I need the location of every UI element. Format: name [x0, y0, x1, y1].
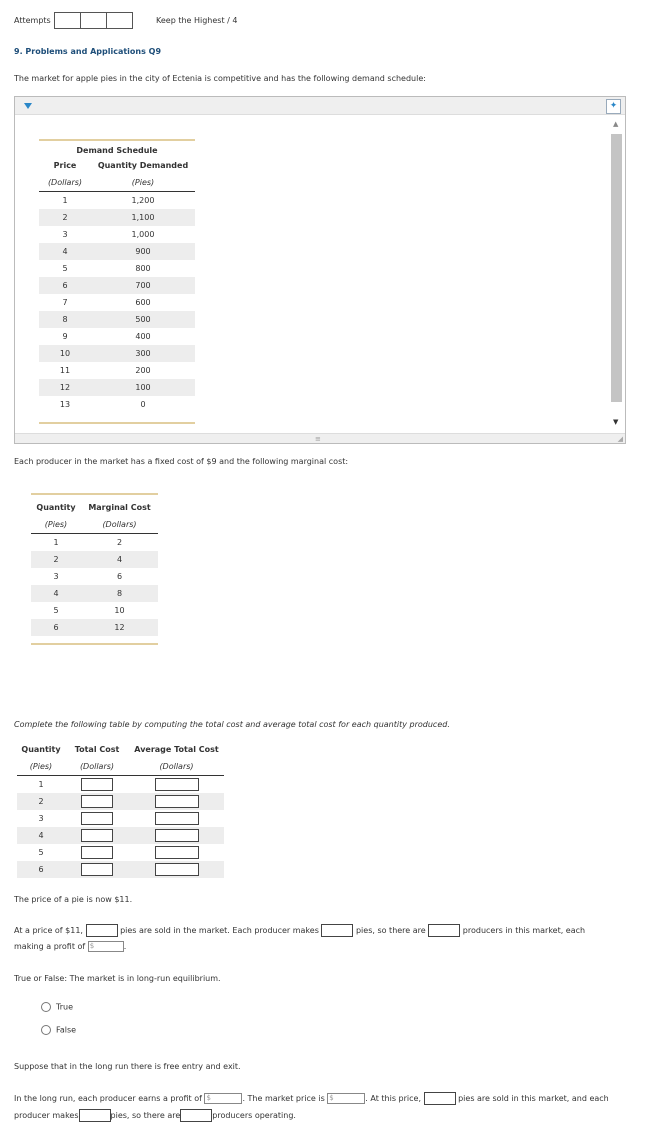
mc-table: [31, 493, 158, 645]
demand-price-cell: 5: [62, 264, 68, 273]
radio-true-label: True: [56, 1002, 73, 1012]
demand-qty-cell: 200: [135, 366, 151, 375]
mc-col-mc: Marginal Cost: [81, 494, 158, 516]
demand-qty-cell: 1,000: [131, 230, 155, 239]
demand-row: [39, 328, 195, 345]
demand-price-cell: 4: [39, 243, 91, 260]
total-cost-input[interactable]: [81, 795, 113, 808]
attempts-row: [14, 12, 133, 29]
question-title: 9. Problems and Applications Q9: [14, 47, 162, 56]
mc-value-cell: 6: [116, 572, 123, 581]
radio-false-label: False: [56, 1025, 77, 1035]
demand-row: [39, 379, 195, 396]
mc-value-cell: 10: [114, 606, 125, 615]
mc-row: [31, 568, 158, 585]
tc-row: [17, 793, 224, 810]
mc-qty-cell: 2: [31, 551, 81, 568]
q2-paragraph: [14, 1090, 644, 1124]
demand-price-cell: 2: [39, 209, 91, 226]
mc-bottom-rule: [31, 636, 158, 644]
pies-sold-input[interactable]: [86, 924, 118, 937]
tf-prompt: True or False: The market is in long-run equilibrium.: [14, 974, 221, 983]
demand-row: [39, 396, 195, 413]
demand-price-cell: 13: [59, 400, 71, 409]
num-producers-input[interactable]: [428, 924, 460, 937]
demand-qty-cell: 600: [135, 298, 151, 307]
demand-price-cell: 11: [59, 366, 71, 375]
tc-col-qty-unit: (Pies): [17, 758, 65, 776]
total-cost-input[interactable]: [81, 778, 113, 791]
demand-qty-cell: 400: [135, 332, 151, 341]
lr-profit-input[interactable]: [204, 1093, 242, 1104]
dollar-sign: $: [329, 1094, 334, 1102]
lr-num-producers-input[interactable]: [180, 1109, 212, 1122]
scroll-down-icon[interactable]: ▼: [613, 418, 619, 426]
q2-text: . The market price is: [242, 1094, 325, 1103]
demand-qty-cell: 300: [91, 345, 195, 362]
demand-col-price-unit: (Dollars): [39, 174, 91, 192]
dollar-sign: $: [89, 942, 95, 950]
demand-row: [39, 209, 195, 226]
q1-text: At a price of $11,: [14, 926, 83, 935]
demand-qty-cell: 100: [91, 379, 195, 396]
atc-cell: [129, 776, 224, 794]
demand-title: Demand Schedule: [39, 140, 195, 157]
mc-qty-cell: 4: [31, 585, 81, 602]
tc-qty-cell: 4: [17, 827, 65, 844]
demand-row: [39, 311, 195, 328]
tc-table: [17, 741, 224, 878]
demand-row: [39, 192, 195, 210]
q1-text: .: [123, 942, 127, 951]
demand-qty-cell: 1,200: [131, 196, 155, 205]
atc-cell: [129, 844, 224, 861]
dollar-sign: $: [206, 1094, 211, 1102]
tc-col-tc-unit: (Dollars): [65, 758, 129, 776]
attempts-label: Attempts: [14, 16, 51, 25]
attempt-box: [106, 12, 133, 29]
tc-col-qty: Quantity: [21, 745, 61, 754]
mc-value-cell: 12: [81, 619, 158, 636]
demand-price-cell: 6: [39, 277, 91, 294]
demand-row: [39, 345, 195, 362]
free-entry-text: Suppose that in the long run there is free entry and exit.: [14, 1062, 241, 1071]
panel-footer: [15, 433, 625, 443]
panel-toolbar: [15, 97, 625, 115]
q2-text: In the long run, each producer earns a profit of: [14, 1094, 202, 1103]
total-cost-input[interactable]: [81, 812, 113, 825]
q1-text: pies are sold in the market. Each producer makes: [120, 926, 319, 935]
price-now-text: The price of a pie is now $11.: [14, 895, 133, 904]
panel-scrollbar[interactable]: [610, 116, 622, 434]
demand-col-price: Price: [53, 161, 77, 170]
intro-text: The market for apple pies in the city of Ectenia is competitive and has the following demand schedule:: [14, 74, 426, 83]
mc-row: [31, 619, 158, 636]
scroll-thumb[interactable]: [611, 134, 622, 402]
demand-price-cell: 8: [39, 311, 91, 328]
tc-cell: [65, 844, 129, 861]
radio-circle-icon[interactable]: [41, 1002, 51, 1012]
attempt-box: [54, 12, 81, 29]
atc-cell: [129, 861, 224, 878]
tc-qty-cell: 6: [17, 861, 65, 878]
q1-text: producers in this market, each: [462, 926, 586, 935]
demand-price-cell: 3: [62, 230, 68, 239]
demand-row: [39, 243, 195, 260]
tc-qty-cell: 5: [38, 848, 44, 857]
demand-qty-cell: 0: [140, 400, 146, 409]
complete-text: Complete the following table by computing the total cost and average total cost for each quantity produced.: [14, 720, 450, 729]
demand-qty-cell: 900: [91, 243, 195, 260]
mc-col-mc-unit: (Dollars): [81, 516, 158, 534]
atc-cell: [129, 810, 224, 827]
total-cost-input[interactable]: [81, 829, 113, 842]
tc-cell: [65, 776, 129, 794]
tc-row: [17, 827, 224, 844]
radio-true[interactable]: [41, 1002, 73, 1012]
demand-price-cell: 9: [62, 332, 68, 341]
tc-row: [17, 776, 224, 794]
demand-price-cell: 12: [39, 379, 91, 396]
mc-qty-cell: 3: [53, 572, 59, 581]
tc-cell: [65, 793, 129, 810]
q2-text: producers operating.: [212, 1111, 296, 1120]
fixed-cost-text: Each producer in the market has a fixed cost of $9 and the following marginal cost:: [14, 457, 349, 466]
atc-cell: [129, 827, 224, 844]
avg-total-cost-input[interactable]: [155, 795, 199, 808]
tc-col-atc-unit: (Dollars): [129, 758, 224, 776]
tc-row: [17, 844, 224, 861]
tc-cell: [65, 810, 129, 827]
demand-qty-cell: 800: [135, 264, 151, 273]
tc-row: [17, 861, 224, 878]
total-cost-input[interactable]: [81, 846, 113, 859]
tc-cell: [65, 861, 129, 878]
mc-qty-cell: 1: [53, 538, 59, 547]
demand-row: [39, 260, 195, 277]
total-cost-input[interactable]: [81, 863, 113, 876]
tc-col-atc: Average Total Cost: [134, 745, 219, 754]
resize-handle-icon[interactable]: ◢: [617, 435, 623, 443]
scroll-up-icon[interactable]: ▲: [613, 120, 619, 128]
mc-row: [31, 602, 158, 619]
keep-highest-label: Keep the Highest / 4: [156, 16, 238, 25]
demand-qty-cell: 500: [91, 311, 195, 328]
avg-total-cost-input[interactable]: [155, 778, 199, 791]
demand-col-qty-unit: (Pies): [91, 174, 195, 192]
q2-text: . At this price,: [365, 1094, 421, 1103]
mc-value-cell: 8: [81, 585, 158, 602]
tc-qty-cell: 1: [38, 780, 44, 789]
tc-row: [17, 810, 224, 827]
drag-grip-icon[interactable]: ≡: [315, 435, 321, 443]
each-producer-makes-input[interactable]: [321, 924, 353, 937]
avg-total-cost-input[interactable]: [155, 846, 199, 859]
demand-row: [39, 294, 195, 311]
attempt-box: [80, 12, 107, 29]
q2-text: producer makes: [14, 1111, 79, 1120]
demand-bottom-rule: [39, 413, 195, 423]
q1-paragraph: [14, 923, 634, 955]
q2-text: pies are sold in this market, and each: [458, 1094, 609, 1103]
lr-each-producer-input[interactable]: [79, 1109, 111, 1122]
demand-price-cell: 1: [62, 196, 68, 205]
mc-qty-cell: 5: [53, 606, 59, 615]
demand-table: [39, 139, 195, 424]
tc-col-tc: Total Cost: [74, 745, 120, 754]
demand-row: [39, 226, 195, 243]
pin-icon[interactable]: ✦: [606, 99, 621, 114]
collapse-triangle-icon[interactable]: [24, 103, 32, 109]
avg-total-cost-input[interactable]: [155, 829, 199, 842]
mc-value-cell: 4: [81, 551, 158, 568]
q1-text: making a profit of: [14, 942, 86, 951]
q2-text: pies, so there are: [110, 1111, 181, 1120]
q1-text: pies, so there are: [355, 926, 426, 935]
mc-col-qty: Quantity: [31, 494, 81, 516]
tc-qty-cell: 2: [17, 793, 65, 810]
tc-qty-cell: 3: [38, 814, 44, 823]
radio-circle-icon[interactable]: [41, 1025, 51, 1035]
profit-input[interactable]: [88, 941, 124, 952]
lr-price-input[interactable]: [327, 1093, 365, 1104]
demand-col-qty: Quantity Demanded: [97, 161, 189, 170]
demand-price-cell: 10: [39, 345, 91, 362]
mc-row: [31, 551, 158, 568]
tc-cell: [65, 827, 129, 844]
demand-qty-cell: 1,100: [91, 209, 195, 226]
lr-pies-sold-input[interactable]: [424, 1092, 456, 1105]
mc-col-qty-unit: (Pies): [31, 516, 81, 534]
demand-qty-cell: 700: [91, 277, 195, 294]
demand-price-cell: 7: [62, 298, 68, 307]
mc-value-cell: 2: [116, 538, 123, 547]
avg-total-cost-input[interactable]: [155, 812, 199, 825]
radio-false[interactable]: [41, 1025, 76, 1035]
demand-row: [39, 362, 195, 379]
mc-qty-cell: 6: [31, 619, 81, 636]
mc-row: [31, 585, 158, 602]
avg-total-cost-input[interactable]: [155, 863, 199, 876]
demand-panel: [14, 96, 626, 444]
mc-row: [31, 534, 158, 552]
demand-row: [39, 277, 195, 294]
atc-cell: [129, 793, 224, 810]
